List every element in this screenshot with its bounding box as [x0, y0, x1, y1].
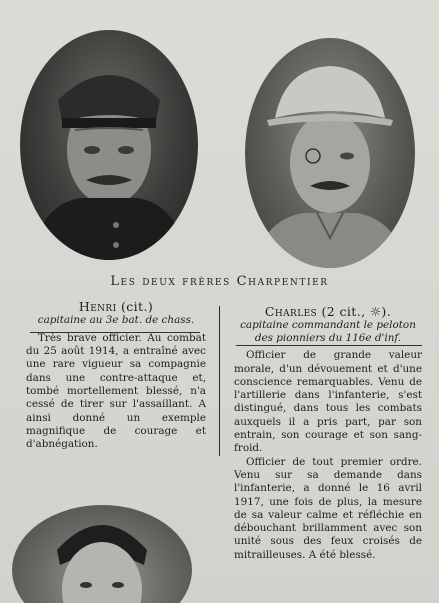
- charles-rank: capitaine commandant le peloton des pionniers du 116e d'inf.: [240, 319, 416, 344]
- portrait-charles: [245, 38, 415, 268]
- charles-citation-text-1: Officier de grande valeur morale, d'un dévouement et d'une conscience remarquables. Venu de l'artillerie dans l'infanterie, s'est distingué, dans tous les combats auxquels il a pris part, par son entrain, son courage et son sang-froid.: [234, 349, 422, 455]
- henri-heading: [26, 300, 206, 313]
- column-henri: [26, 300, 206, 451]
- henri-body: [26, 332, 206, 452]
- charles-citation-text-2: Officier de tout premier ordre. Venu sur sa demande dans l'infanterie, a donné le 16 avril 1917, une fois de plus, la mesure de sa valeur calme et réfléchie en débouchant brillamment avec son unité sous des feux croisés de mitrailleuses. A été blessé.: [234, 455, 422, 561]
- column-divider: [219, 306, 220, 456]
- henri-citation: (cit.): [120, 299, 154, 314]
- page-title: Les deux frères Charpentier: [110, 274, 329, 289]
- charles-body: [234, 349, 422, 562]
- henri-name: Henri: [78, 299, 117, 314]
- portrait-henri: [20, 30, 198, 260]
- henri-rank: capitaine au 3e bat. de chass.: [37, 314, 195, 327]
- charles-name: Charles: [264, 304, 318, 319]
- portrait-third: [12, 505, 192, 603]
- charles-citation: (2 cit., ☼).: [321, 304, 392, 319]
- officer-kepi-photo-icon: [20, 30, 198, 260]
- column-charles: [234, 305, 422, 562]
- henri-citation-text: Très brave officier. Au combat du 25 août 1914, a entraîné avec une rare vigueur sa compagnie dans une contre-attaque et, tombé mortellement blessé, n'a cessé de tirer sur l'assaillant. A ainsi donné un exemple magnifique de courage et d'abnégation.: [26, 331, 206, 451]
- man-portrait-photo-icon: [12, 505, 192, 603]
- charles-heading: [234, 305, 422, 318]
- officer-helmet-photo-icon: [245, 38, 415, 268]
